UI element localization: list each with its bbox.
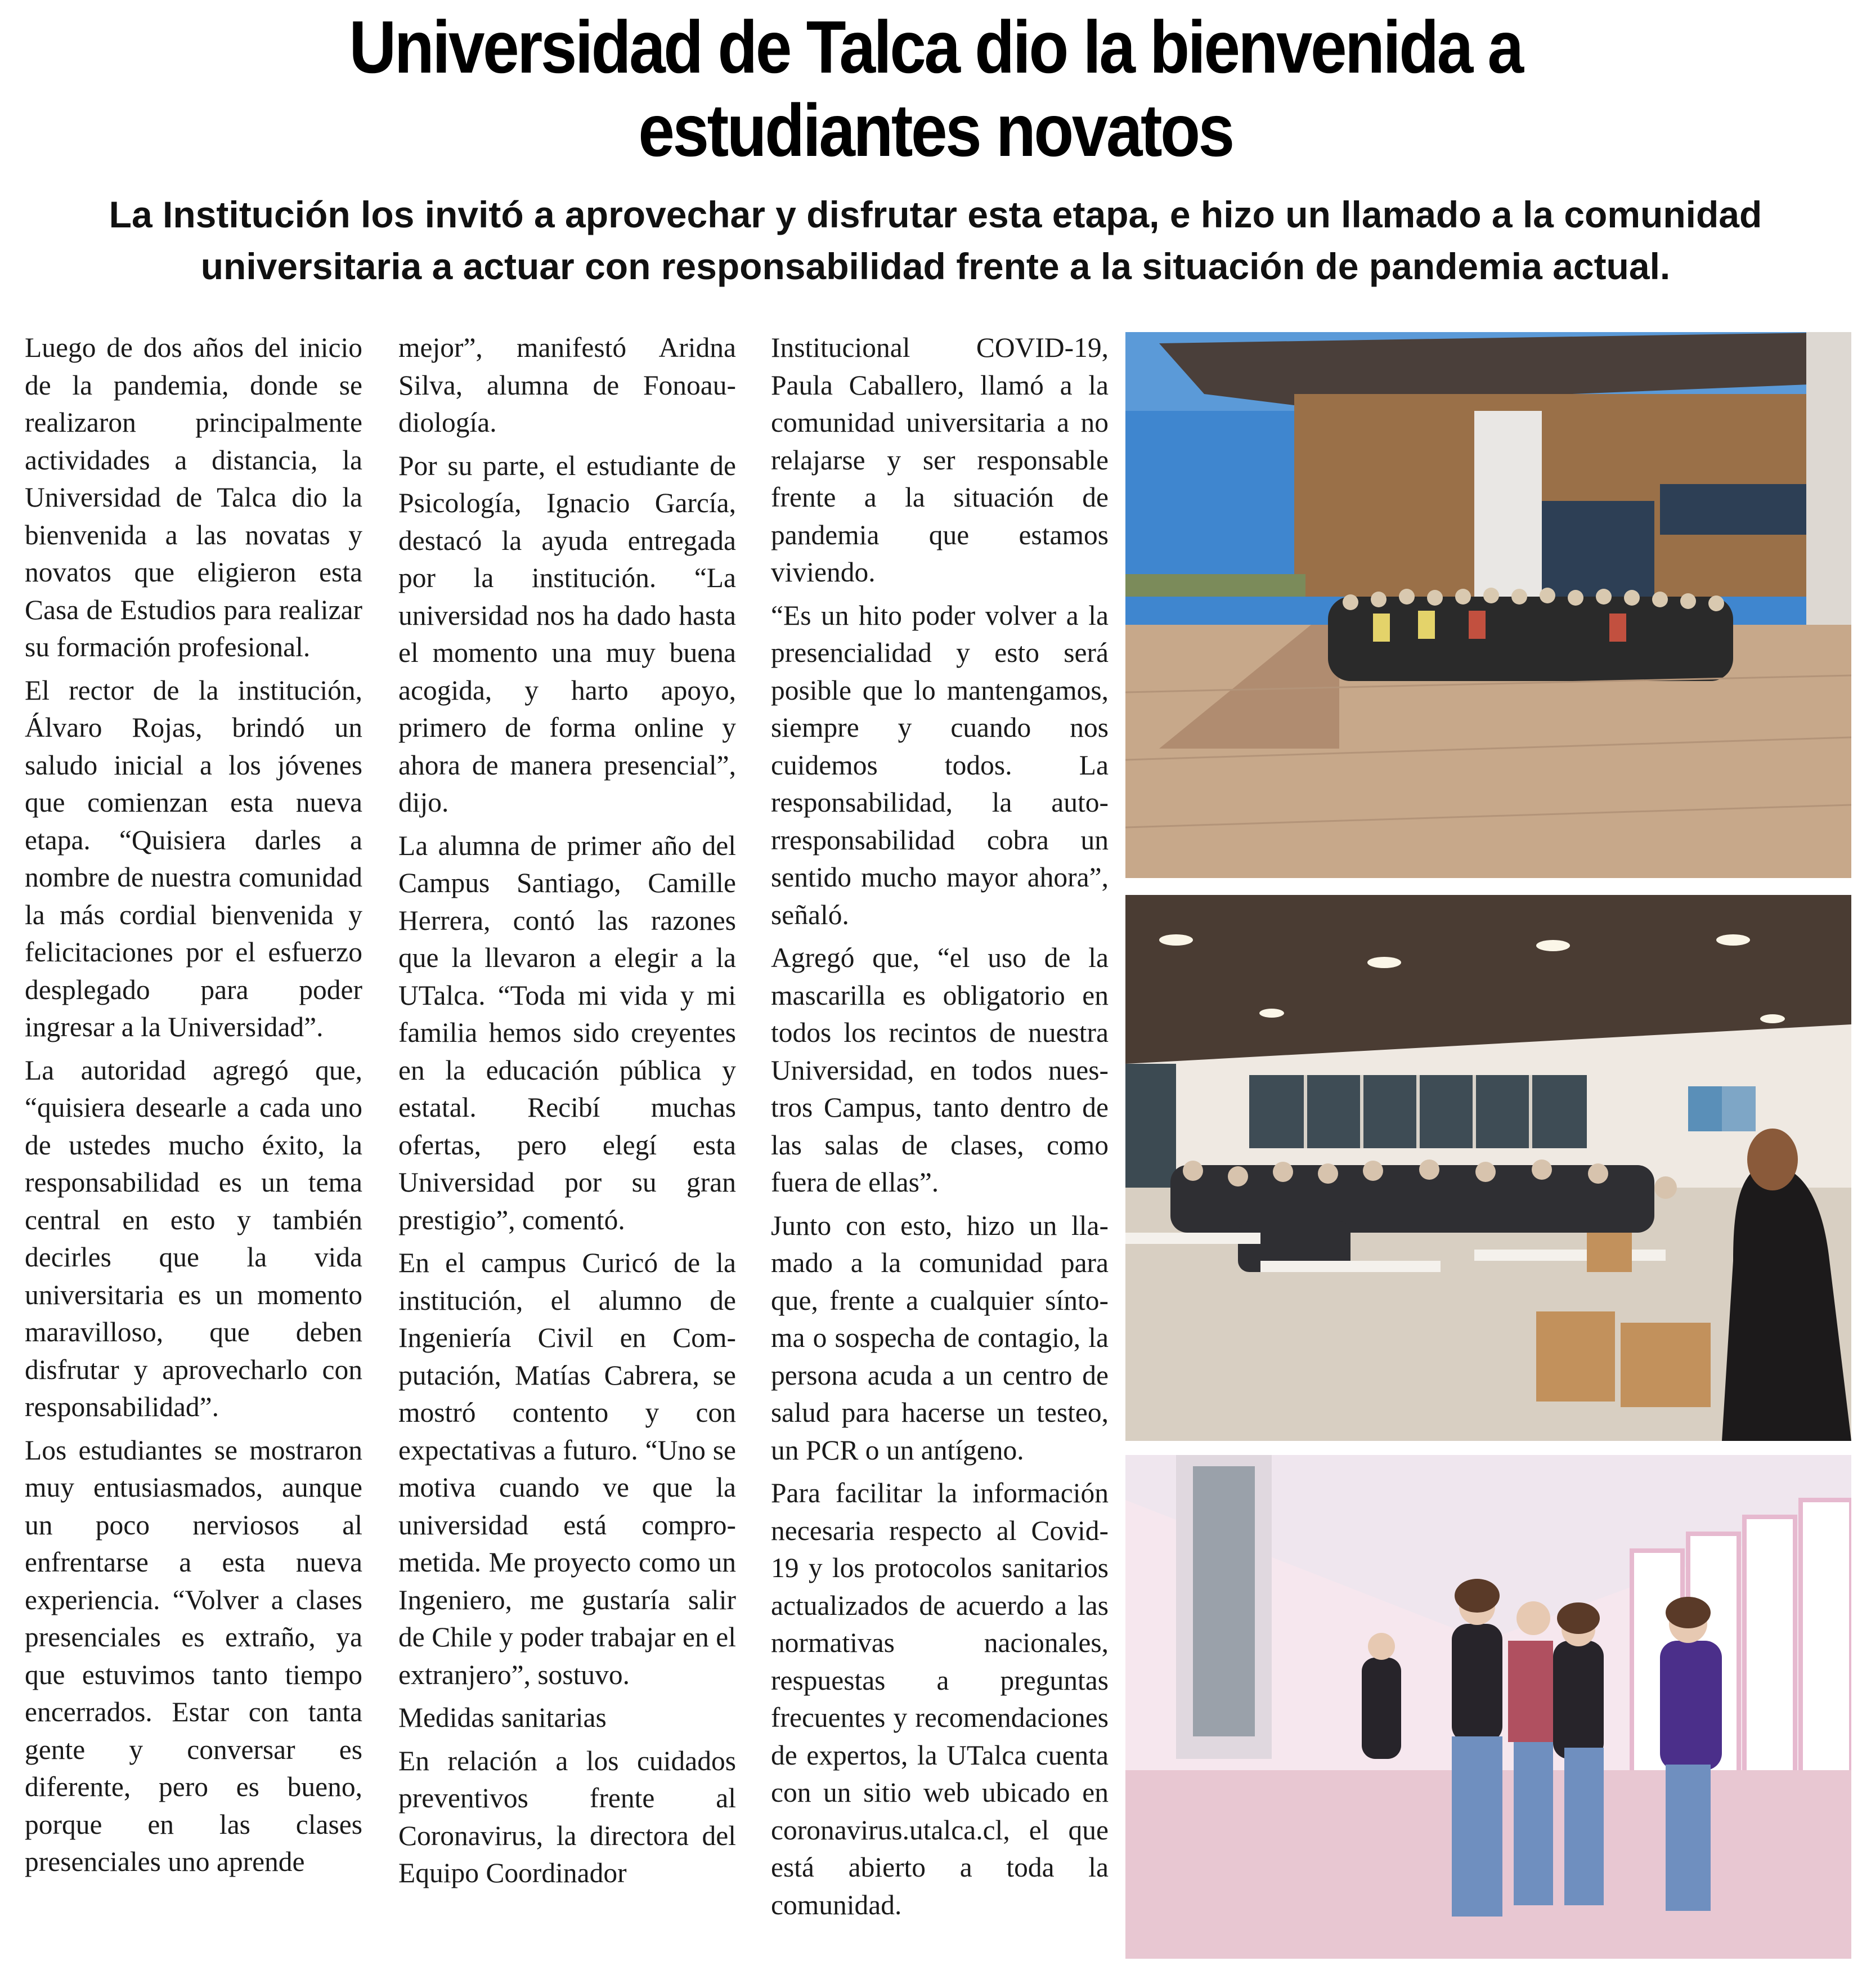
purple-hoodie [1660,1641,1722,1770]
classroom-illustration [1125,895,1851,1441]
article-deck [68,189,1803,292]
hallway-illustration [1125,1455,1851,1959]
paragraph: Junto con esto, hizo un llamado a la comunidad para que, frente a cualquier síntoma o sospecha de contagio, la persona acuda a un centro de salud para hacerse un testeo, un PCR o un antígeno. [771,1210,1109,1466]
paragraph: Luego de dos años del inicio de la pandemia, donde se realizaron principalmente actividades a distancia, la Universidad de Talca dio la bienvenida a las novatas y novatos que eligieron esta Casa de Estudios para realizar su formación profesional. [25,332,362,662]
column-3 [771,329,1109,1929]
paragraph: “Es un hito poder volver a la presencialidad y esto será posible que lo mantengamos, siempre y cuando nos cuidemos todos. La responsabilidad, la autorresponsabilidad cobra un sentido mucho mayor ahora”, señaló. [771,599,1109,930]
headline-line-1: Universidad de Talca dio la bienvenida a [349,6,1522,88]
building-group-illustration [1125,332,1851,878]
column-2 [398,329,736,1898]
window [1125,1064,1176,1188]
paragraph: La alumna de primer año del Campus Santiago, Camille Herrera, contó las razones que la llevaron a elegir a la UTalca. “Toda mi vida y mi familia hemos sido creyentes en la educación pública y estatal. Recibí muchas ofertas, pero elegí esta Universidad por su gran prestigio”, comentó. [398,830,736,1235]
deck-line-2: universitaria a actuar con responsabilidad frente a la situación de pandemia actual. [200,245,1671,287]
article-headline [212,6,1660,172]
paragraph: El rector de la institución, Álvaro Rojas, brindó un saludo inicial a los jóvenes que comienzan esta nueva etapa. “Quisiera darles a nombre de nuestra comunidad la más cordial bienvenida y felicitaciones por el esfuerzo desplegado para poder ingresar a la Universidad”. [25,674,362,1042]
headline-line-2: estudiantes novatos [638,89,1233,172]
photo-hallway [1125,1455,1851,1959]
column-1 [25,329,362,1887]
photo-classroom [1125,895,1851,1441]
section-subhead: Medidas sanitarias [398,1702,607,1733]
paragraph: Agregó que, “el uso de la mascarilla es obligatorio en todos los recintos de nuestra Universidad, en todos nuestros Campus, tanto dentro de las salas de clases, como fuera de ellas”. [771,942,1109,1198]
photo-building-group [1125,332,1851,878]
deck-line-1: La Institución los invitó a aprovechar y disfrutar esta etapa, e hizo un llamado a la comunidad [109,194,1762,235]
paragraph: Por su parte, el estudiante de Psicología, Ignacio García, destacó la ayuda entregada por la institución. “La universidad nos ha dado hasta el momento una muy buena acogida, y harto apoyo, primero de forma online y ahora de manera presencial”, dijo. [398,450,736,818]
paragraph: mejor”, manifestó Aridna Silva, alumna de Fonoaudiología. [398,332,736,438]
paragraph: Institucional COVID-19, Paula Caballero, llamó a la comunidad universitaria a no relajarse y ser responsable frente a la situación de pandemia que estamos viviendo. [771,332,1109,588]
paragraph: Los estudiantes se mostraron muy entusiasmados, aunque un poco nerviosos al enfrentarse a esta nueva experiencia. “Volver a clases presenciales es extraño, ya que estuvimos tanto tiempo encerrados. Estar con tanta gente y conversar es diferente, pero es bueno, porque en las clases presenciales uno aprende [25,1434,362,1877]
paragraph: Para facilitar la información necesaria respecto al Covid-19 y los protocolos sanitarios actualizados de acuerdo a las normativas nacionales, respuestas a preguntas frecuentes y recomendaciones de expertos, la UTalca cuenta con un sitio web ubicado en coronavirus.utalca.cl, el que está abierto a toda la comunidad. [771,1477,1109,1920]
paragraph: La autoridad agregó que, “quisiera desearle a cada uno de ustedes mucho éxito, la responsabilidad es un tema central en esto y también decirles que la vida universitaria es un momento maravilloso, que deben disfrutar y aprovecharlo con responsabilidad”. [25,1054,362,1422]
paragraph: En relación a los cuidados preventivos frente al Coronavirus, la directora del Equipo Coordinador [398,1745,736,1888]
window [1542,501,1654,597]
paragraph: En el campus Curicó de la institución, el alumno de Ingeniería Civil en Computación, Matías Cabrera, se mostró contento y con expectativas a futuro. “Uno se motiva cuando ve que la universidad está comprometida. Me proyecto como un Ingeniero, me gustaría salir de Chile y poder trabajar en el extranjero”, sostuvo. [398,1247,736,1690]
